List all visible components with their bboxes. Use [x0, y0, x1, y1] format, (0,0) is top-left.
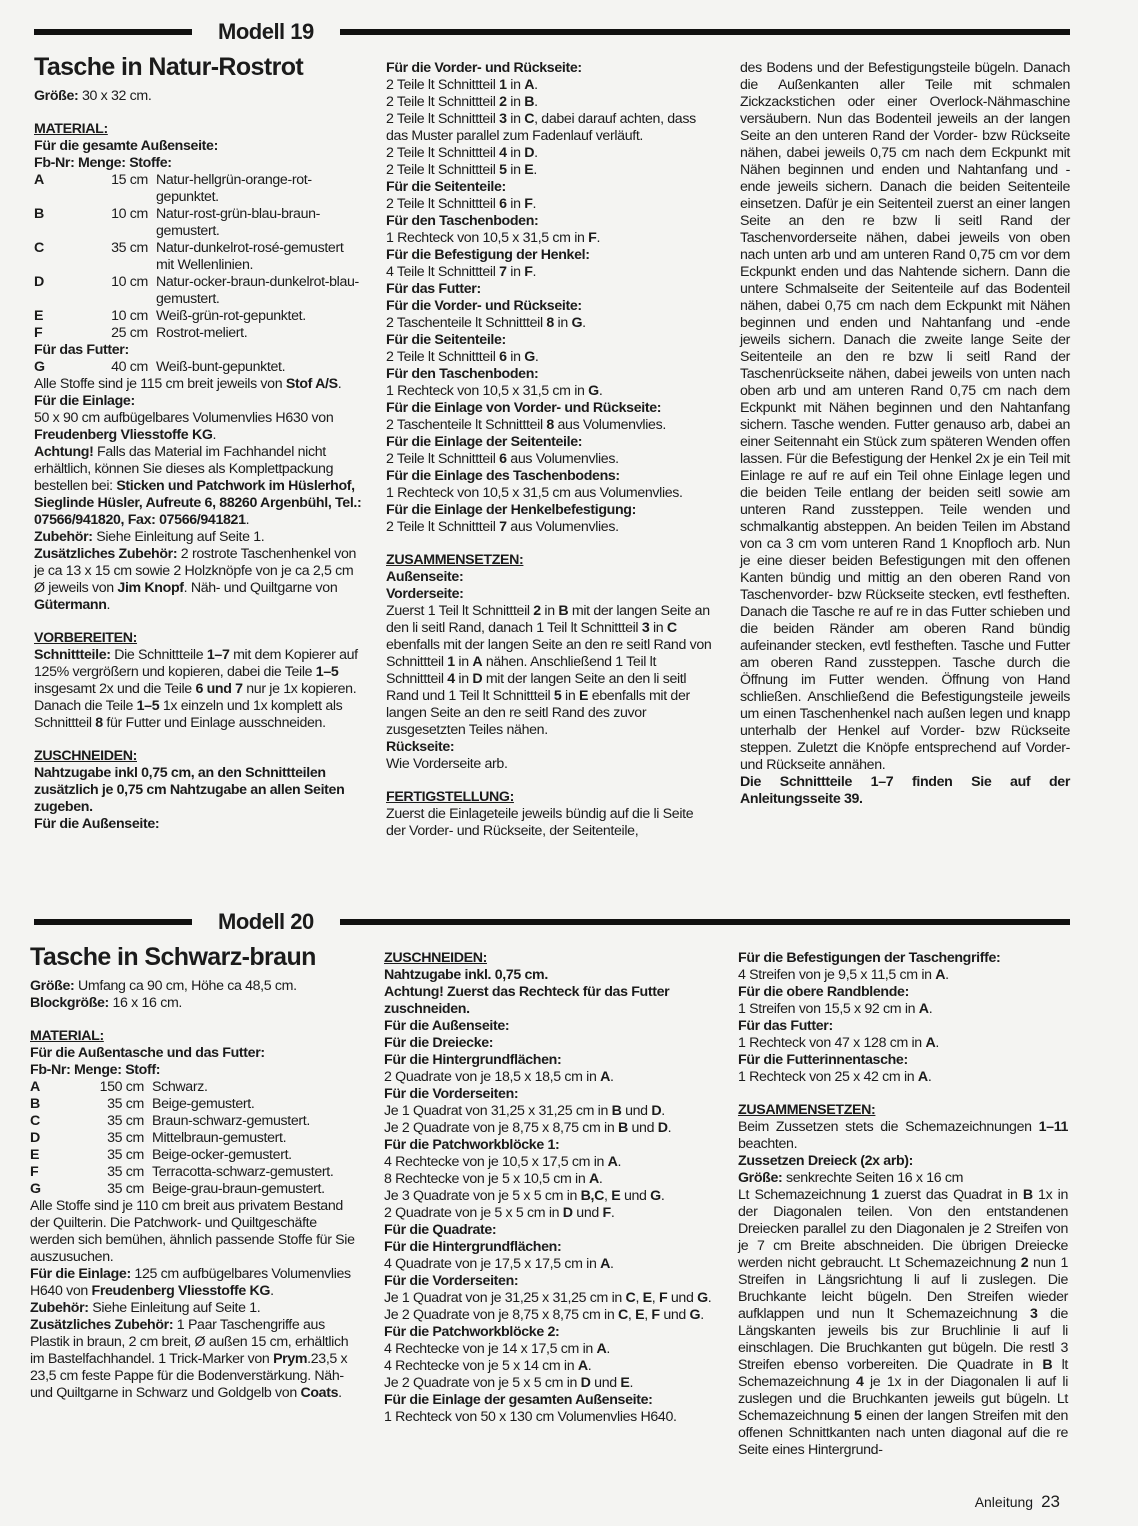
- header-rule-left: [34, 919, 192, 925]
- paragraph: 4 Rechtecke von je 14 x 17,5 cm in A.: [384, 1341, 611, 1357]
- paragraph: des Bodens und der Befestigungsteile bügeln. Danach die Außenkanten aller Teile mit schmalen Zickzackstichen oder einer Overlock-Nähmaschine versäubern. Nun das Bodenteil jeweils an der langen Seite an den unteren Rand der Vorder- bzw Rückseite nähen, dabei jeweils 0,75 cm nach dem Eckpunkt mit Nähen beginnen und enden und Nahtanfang und -ende jeweils sichern. Danach die beiden Seitenteile einsetzen. Dafür je ein Seitenteil zuerst an einer langen Seite an den re bzw li seitl Rand der Taschenvorderseite nähen, dabei jeweils von oben nach unten arb und am unteren Rand 0,75 cm vor dem Eckpunkt enden und das Nahtende sichern. Dann die untere Schmalseite der Seitenteile auf das Bodenteil nähen, dabei 0,75 cm nach dem Eckpunkt mit Nähen beginnen und enden und Nahtanfang und -ende jeweils sichern. Danach die zweite lange Seite der Seitenteile an den re bzw li seitl Rand der Taschenrückseite nähen, dabei jeweils von unten nach oben arb und am unteren Rand 0,75 cm nach dem Eckpunkt mit Nähen beginnen und den Nahtanfang sichern. Tasche wenden. Futter genauso arb, dabei an einer Seitennaht ein Stück zum späteren Wenden offen lassen. Für die Befestigung der Henkel 2x je ein Teil mit Einlage re auf re auf ein Teil ohne Einlage legen und die beiden Teile entlang der beiden seitl sowie am unteren Rand zussteppen. Teile wenden und schmalkantig absteppen. An beiden Teilen im Abstand von ca 3 cm vom unteren Rand 1 Knopfloch arb. Nun je eine dieser beiden Befestigungen mit den offenen Kanten bündig und mittig an den oberen Rand von Taschenvorder- bzw Rückseite stecken, evtl festheften. Danach die Tasche re auf re in das Futter schieben und die beiden Ränder am oberen Rand bündig aufeinander stecken, evtl festheften. Tasche und Futter am oberen Rand zussteppen. Tasche durch die Öffnung im Futter wenden. Öffnung von Hand schließen. Anschließend die Befestigungsteile jeweils um einen Taschenhenkel nach außen legen und knapp unterhalb der Henkel auf Vorder- bzw Rückseite steppen. Zuletzt die Knöpfe entsprechend auf Vorder- und Rückseite annähen.: [740, 60, 1070, 773]
- m19-stoffe-note: Alle Stoffe sind je 115 cm breit jeweils von Stof A/S.: [34, 376, 342, 392]
- paragraph: 2 Taschenteile lt Schnittteil 8 in G.: [386, 315, 586, 331]
- subheading: Für die Seitenteile:: [386, 179, 506, 195]
- paragraph: 1 Rechteck von 25 x 42 cm in A.: [738, 1069, 932, 1085]
- subheading: Für die obere Randblende:: [738, 984, 909, 1000]
- paragraph: 2 Teile lt Schnittteil 6 in F.: [386, 196, 537, 212]
- subheading: Für die Vorderseiten:: [384, 1273, 519, 1289]
- m20-einlage: Für die Einlage: 125 cm aufbügelbares Volumenvlies H640 von Freudenberg Vliesstoffe KG.: [30, 1266, 351, 1299]
- paragraph: 2 Quadrate von je 5 x 5 cm in D und F.: [384, 1205, 615, 1221]
- m19-einlage-heading: Für die Einlage:: [34, 393, 135, 409]
- subheading: Für den Taschenboden:: [386, 213, 539, 229]
- modell-19-number: Modell 19: [218, 19, 314, 44]
- paragraph: 2 Teile lt Schnittteil 6 in G.: [386, 349, 539, 365]
- paragraph: Je 3 Quadrate von je 5 x 5 cm in B,C, E und G.: [384, 1188, 665, 1204]
- subheading: Für das Futter:: [386, 281, 481, 297]
- footer-label: Anleitung: [974, 1494, 1034, 1510]
- paragraph: 4 Teile lt Schnittteil 7 in F.: [386, 264, 537, 280]
- table-row: E 10 cm Weiß-grün-rot-gepunktet.: [34, 308, 306, 324]
- paragraph: 2 Teile lt Schnittteil 4 in D.: [386, 145, 538, 161]
- subheading: Rückseite:: [386, 739, 455, 755]
- table-row: D 10 cm Natur-ocker-braun-dunkelrot-blau-gemustert.: [34, 274, 359, 307]
- m19-aussenseite-heading: Für die Außenseite:: [34, 816, 160, 832]
- paragraph: Je 2 Quadrate von je 8,75 x 8,75 cm in B und D.: [384, 1120, 672, 1136]
- m20-size: Größe: Umfang ca 90 cm, Höhe ca 48,5 cm.: [30, 978, 297, 994]
- subheading: Zussetzen Dreieck (2x arb):: [738, 1153, 914, 1169]
- m19-col3: [740, 60, 1070, 808]
- paragraph: 1 Rechteck von 47 x 128 cm in A.: [738, 1035, 939, 1051]
- m20-aussen-heading: Für die Außentasche und das Futter:: [30, 1045, 265, 1061]
- subheading: Achtung! Zuerst das Rechteck für das Futter zuschneiden.: [384, 984, 670, 1017]
- header-rule-right: [340, 919, 1070, 925]
- m19-vorbereiten-heading: VORBEREITEN:: [34, 630, 138, 646]
- m19-nahtzugabe: Nahtzugabe inkl 0,75 cm, an den Schnittteilen zusätzlich je 0,75 cm Nahtzugabe an allen Seiten zugeben.: [34, 765, 345, 815]
- subheading: Für die Einlage der gesamten Außenseite:: [384, 1392, 653, 1408]
- subheading: Für die Hintergrundflächen:: [384, 1052, 562, 1068]
- section-heading: ZUSCHNEIDEN:: [384, 950, 487, 966]
- m20-col3: [738, 950, 1068, 1459]
- paragraph: Beim Zussetzen stets die Schemazeichnungen 1–11 beachten.: [738, 1119, 1068, 1152]
- m19-col1: [34, 52, 362, 833]
- paragraph: 1 Streifen von 15,5 x 92 cm in A.: [738, 1001, 933, 1017]
- page-footer: [975, 1492, 1060, 1512]
- paragraph: 1 Rechteck von 10,5 x 31,5 cm aus Volumenvlies.: [386, 485, 683, 501]
- subheading: Vorderseite:: [386, 586, 464, 602]
- m20-col2: [384, 950, 714, 1426]
- paragraph: 2 Teile lt Schnittteil 3 in C, dabei darauf achten, dass das Muster parallel zum Fadenlauf verläuft.: [386, 111, 696, 144]
- m19-zuschneiden-heading: ZUSCHNEIDEN:: [34, 748, 137, 764]
- subheading: Außenseite:: [386, 569, 464, 585]
- header-rule-left: [34, 29, 192, 35]
- paragraph: Je 1 Quadrat von je 31,25 x 31,25 cm in C, E, F und G.: [384, 1290, 712, 1306]
- subheading: Für die Einlage des Taschenbodens:: [386, 468, 620, 484]
- m20-title: Tasche in Schwarz-braun: [30, 943, 316, 971]
- paragraph: 1 Rechteck von 10,5 x 31,5 cm in G.: [386, 383, 603, 399]
- paragraph: Lt Schemazeichnung 1 zuerst das Quadrat in B 1x in der Diagonalen teilen. Von den entstandenen Dreiecken parallel zu den Diagonalen je 2 Streifen von je 7 cm Breite abschneiden. Die übrigen Dreiecke werden nicht gebraucht. Lt Schemazeichnung 2 nun 1 Streifen in Längsrichtung li auf li zuslegen. Die Bruchkante leicht bügeln. Den Streifen wieder aufklappen und nun lt Schemazeichnung 3 die Längskanten jeweils bis zur Bruchlinie li auf li einschlagen. Die Bruchkanten gut bügeln. Die restl 3 Streifen ebenso vorbereiten. Die Quadrate in B lt Schemazeichnung 4 je 1x in der Diagonalen li auf li zuslegen und die Bruchkanten jeweils gut bügeln. Lt Schemazeichnung 5 einen der langen Streifen mit den offenen Schnittkanten nach unten diagonal auf die re Seite eines Hintergrund-: [738, 1187, 1068, 1458]
- paragraph: 4 Streifen von je 9,5 x 11,5 cm in A.: [738, 967, 949, 983]
- paragraph: Je 1 Quadrat von 31,25 x 31,25 cm in B und D.: [384, 1103, 665, 1119]
- m19-col2: [386, 60, 716, 840]
- subheading: Für die Quadrate:: [384, 1222, 497, 1238]
- m20-blocksize: Blockgröße: 16 x 16 cm.: [30, 995, 182, 1011]
- table-row: C 35 cm Natur-dunkelrot-rosé-gemustert mit Wellenlinien.: [34, 240, 344, 273]
- paragraph: Je 2 Quadrate von je 8,75 x 8,75 cm in C, E, F und G.: [384, 1307, 704, 1323]
- m19-futter-table: [34, 359, 285, 376]
- table-row: D 35 cm Mittelbraun-gemustert.: [30, 1130, 287, 1146]
- table-row: C 35 cm Braun-schwarz-gemustert.: [30, 1113, 310, 1129]
- m20-stoffe-note: Alle Stoffe sind je 110 cm breit aus privatem Bestand der Quilterin. Die Patchwork- und Quiltgeschäfte werden sich bemühen, ähnlich passende Stoffe für Sie auszusuchen.: [30, 1198, 355, 1265]
- paragraph: Wie Vorderseite arb.: [386, 756, 508, 772]
- page-number: 23: [1041, 1492, 1060, 1511]
- modell-20-number: Modell 20: [218, 909, 314, 934]
- subheading: Für die Einlage von Vorder- und Rückseite:: [386, 400, 662, 416]
- paragraph: Größe: senkrechte Seiten 16 x 16 cm: [738, 1170, 964, 1186]
- m20-zus-zubehoer: Zusätzliches Zubehör: 1 Paar Taschengriffe aus Plastik in braun, 2 cm breit, Ø außen 15 cm, erhältlich im Bastelfachhandel. 1 Trick-Marker von Prym.23,5 x 23,5 cm feste Pappe für die Bodenverstärkung. Näh- und Quiltgarne in Schwarz und Goldgelb von Coats.: [30, 1317, 349, 1401]
- paragraph: 4 Rechtecke von je 10,5 x 17,5 cm in A.: [384, 1154, 622, 1170]
- subheading: Für die Futterinnentasche:: [738, 1052, 908, 1068]
- paragraph: 1 Rechteck von 50 x 130 cm Volumenvlies H640.: [384, 1409, 677, 1425]
- m20-stoffe-table: [30, 1079, 333, 1198]
- paragraph: Je 2 Quadrate von je 5 x 5 cm in D und E.: [384, 1375, 634, 1391]
- m19-einlage: 50 x 90 cm aufbügelbares Volumenvlies H630 von Freudenberg Vliesstoffe KG.: [34, 410, 334, 443]
- paragraph: 2 Taschenteile lt Schnittteil 8 aus Volumenvlies.: [386, 417, 666, 433]
- paragraph: 2 Teile lt Schnittteil 7 aus Volumenvlies.: [386, 519, 619, 535]
- section-heading: ZUSAMMENSETZEN:: [738, 1102, 876, 1118]
- paragraph: Zuerst 1 Teil lt Schnittteil 2 in B mit der langen Seite an den li seitl Rand, danach 1 Teil lt Schnittteil 3 in C ebenfalls mit der langen Seite an den re seitl Rand von Schnittteil 1 in A nähen. Anschließend 1 Teil lt Schnittteil 4 in D mit der langen Seite an den li seitl Rand und 1 Teil lt Schnittteil 5 in E ebenfalls mit der langen Seite an den re seitl Rand des zuvor zusgesetzten Teiles nähen.: [386, 603, 712, 738]
- m19-size: Größe: 30 x 32 cm.: [34, 88, 152, 104]
- paragraph: 2 Teile lt Schnittteil 5 in E.: [386, 162, 537, 178]
- paragraph: 1 Rechteck von 10,5 x 31,5 cm in F.: [386, 230, 601, 246]
- subheading: Für die Einlage der Seitenteile:: [386, 434, 583, 450]
- paragraph: 8 Rechtecke von je 5 x 10,5 cm in A.: [384, 1171, 603, 1187]
- table-row: F 35 cm Terracotta-schwarz-gemustert.: [30, 1164, 334, 1180]
- paragraph: 2 Quadrate von je 18,5 x 18,5 cm in A.: [384, 1069, 614, 1085]
- paragraph: Zuerst die Einlageteile jeweils bündig auf die li Seite der Vorder- und Rückseite, der Seitenteile,: [386, 806, 694, 839]
- m20-table-head: Fb-Nr: Menge: Stoff:: [30, 1062, 161, 1078]
- table-row: G 35 cm Beige-grau-braun-gemustert.: [30, 1181, 325, 1197]
- subheading: Für die Hintergrundflächen:: [384, 1239, 562, 1255]
- m19-stoffe-table: [34, 172, 362, 342]
- subheading: Für die Befestigung der Henkel:: [386, 247, 590, 263]
- paragraph: 2 Teile lt Schnittteil 1 in A.: [386, 77, 538, 93]
- subheading: Für die Einlage der Henkelbefestigung:: [386, 502, 637, 518]
- modell-19-header: [34, 18, 1070, 46]
- m19-aussen-heading: Für die gesamte Außenseite:: [34, 138, 218, 154]
- m19-achtung: Achtung! Falls das Material im Fachhandel nicht erhältlich, können Sie dieses als Komplettpackung bestellen bei: Sticken und Patchwork im Hüslerhof, Sieglinde Hüsler, Aufreute 6, 88260 Argenbühl, Tel.: 07566/941820, Fax: 07566/941821.: [34, 444, 362, 528]
- paragraph: 4 Quadrate von je 17,5 x 17,5 cm in A.: [384, 1256, 614, 1272]
- paragraph: 4 Rechtecke von je 5 x 14 cm in A.: [384, 1358, 592, 1374]
- subheading: Für die Befestigungen der Taschengriffe:: [738, 950, 1001, 966]
- subheading: Für die Dreiecke:: [384, 1035, 494, 1051]
- section-heading: ZUSAMMENSETZEN:: [386, 552, 524, 568]
- section-heading: FERTIGSTELLUNG:: [386, 789, 514, 805]
- table-row: B 10 cm Natur-rost-grün-blau-braun-gemustert.: [34, 206, 321, 239]
- subheading: Für die Seitenteile:: [386, 332, 506, 348]
- subheading: Für die Vorder- und Rückseite:: [386, 298, 582, 314]
- subheading: Für die Vorderseiten:: [384, 1086, 519, 1102]
- table-row: A 15 cm Natur-hellgrün-orange-rot-gepunktet.: [34, 172, 312, 205]
- m19-schnittteile: Schnittteile: Die Schnittteile 1–7 mit dem Kopierer auf 125% vergrößern und kopieren, dabei die Teile 1–5 insgesamt 2x und die Teile 6 und 7 nur je 1x kopieren. Danach die Teile 1–5 1x einzeln und 1x komplett als Schnittteil 8 für Futter und Einlage ausschneiden.: [34, 647, 358, 731]
- subheading: Für die Außenseite:: [384, 1018, 510, 1034]
- subheading: Nahtzugabe inkl. 0,75 cm.: [384, 967, 548, 983]
- m19-futter-heading: Für das Futter:: [34, 342, 129, 358]
- modell-20-header: [34, 908, 1070, 936]
- m19-title: Tasche in Natur-Rostrot: [34, 53, 304, 81]
- table-row: G 40 cm Weiß-bunt-gepunktet.: [34, 359, 286, 375]
- m19-table-head: Fb-Nr: Menge: Stoffe:: [34, 155, 172, 171]
- subheading: Die Schnittteile 1–7 finden Sie auf der Anleitungsseite 39.: [740, 774, 1070, 807]
- table-row: B 35 cm Beige-gemustert.: [30, 1096, 255, 1112]
- header-rule-right: [340, 29, 1070, 35]
- subheading: Für das Futter:: [738, 1018, 833, 1034]
- subheading: Für die Vorder- und Rückseite:: [386, 60, 582, 76]
- paragraph: 2 Teile lt Schnittteil 2 in B.: [386, 94, 538, 110]
- table-row: E 35 cm Beige-ocker-gemustert.: [30, 1147, 292, 1163]
- m20-zubehoer: Zubehör: Siehe Einleitung auf Seite 1.: [30, 1300, 261, 1316]
- table-row: A 150 cm Schwarz.: [30, 1079, 208, 1095]
- m20-material-heading: MATERIAL:: [30, 1028, 104, 1044]
- m19-zus-zubehoer: Zusätzliches Zubehör: 2 rostrote Taschenhenkel von je ca 13 x 15 cm sowie 2 Holzknöpfe von je ca 2,5 cm Ø jeweils von Jim Knopf. Näh- und Quiltgarne von Gütermann.: [34, 546, 357, 613]
- subheading: Für den Taschenboden:: [386, 366, 539, 382]
- m19-material-heading: MATERIAL:: [34, 121, 108, 137]
- m20-col1: [30, 942, 358, 1402]
- m19-zubehoer: Zubehör: Siehe Einleitung auf Seite 1.: [34, 529, 265, 545]
- table-row: F 25 cm Rostrot-meliert.: [34, 325, 248, 341]
- subheading: Für die Patchworkblöcke 2:: [384, 1324, 560, 1340]
- paragraph: 2 Teile lt Schnittteil 6 aus Volumenvlies.: [386, 451, 619, 467]
- subheading: Für die Patchworkblöcke 1:: [384, 1137, 560, 1153]
